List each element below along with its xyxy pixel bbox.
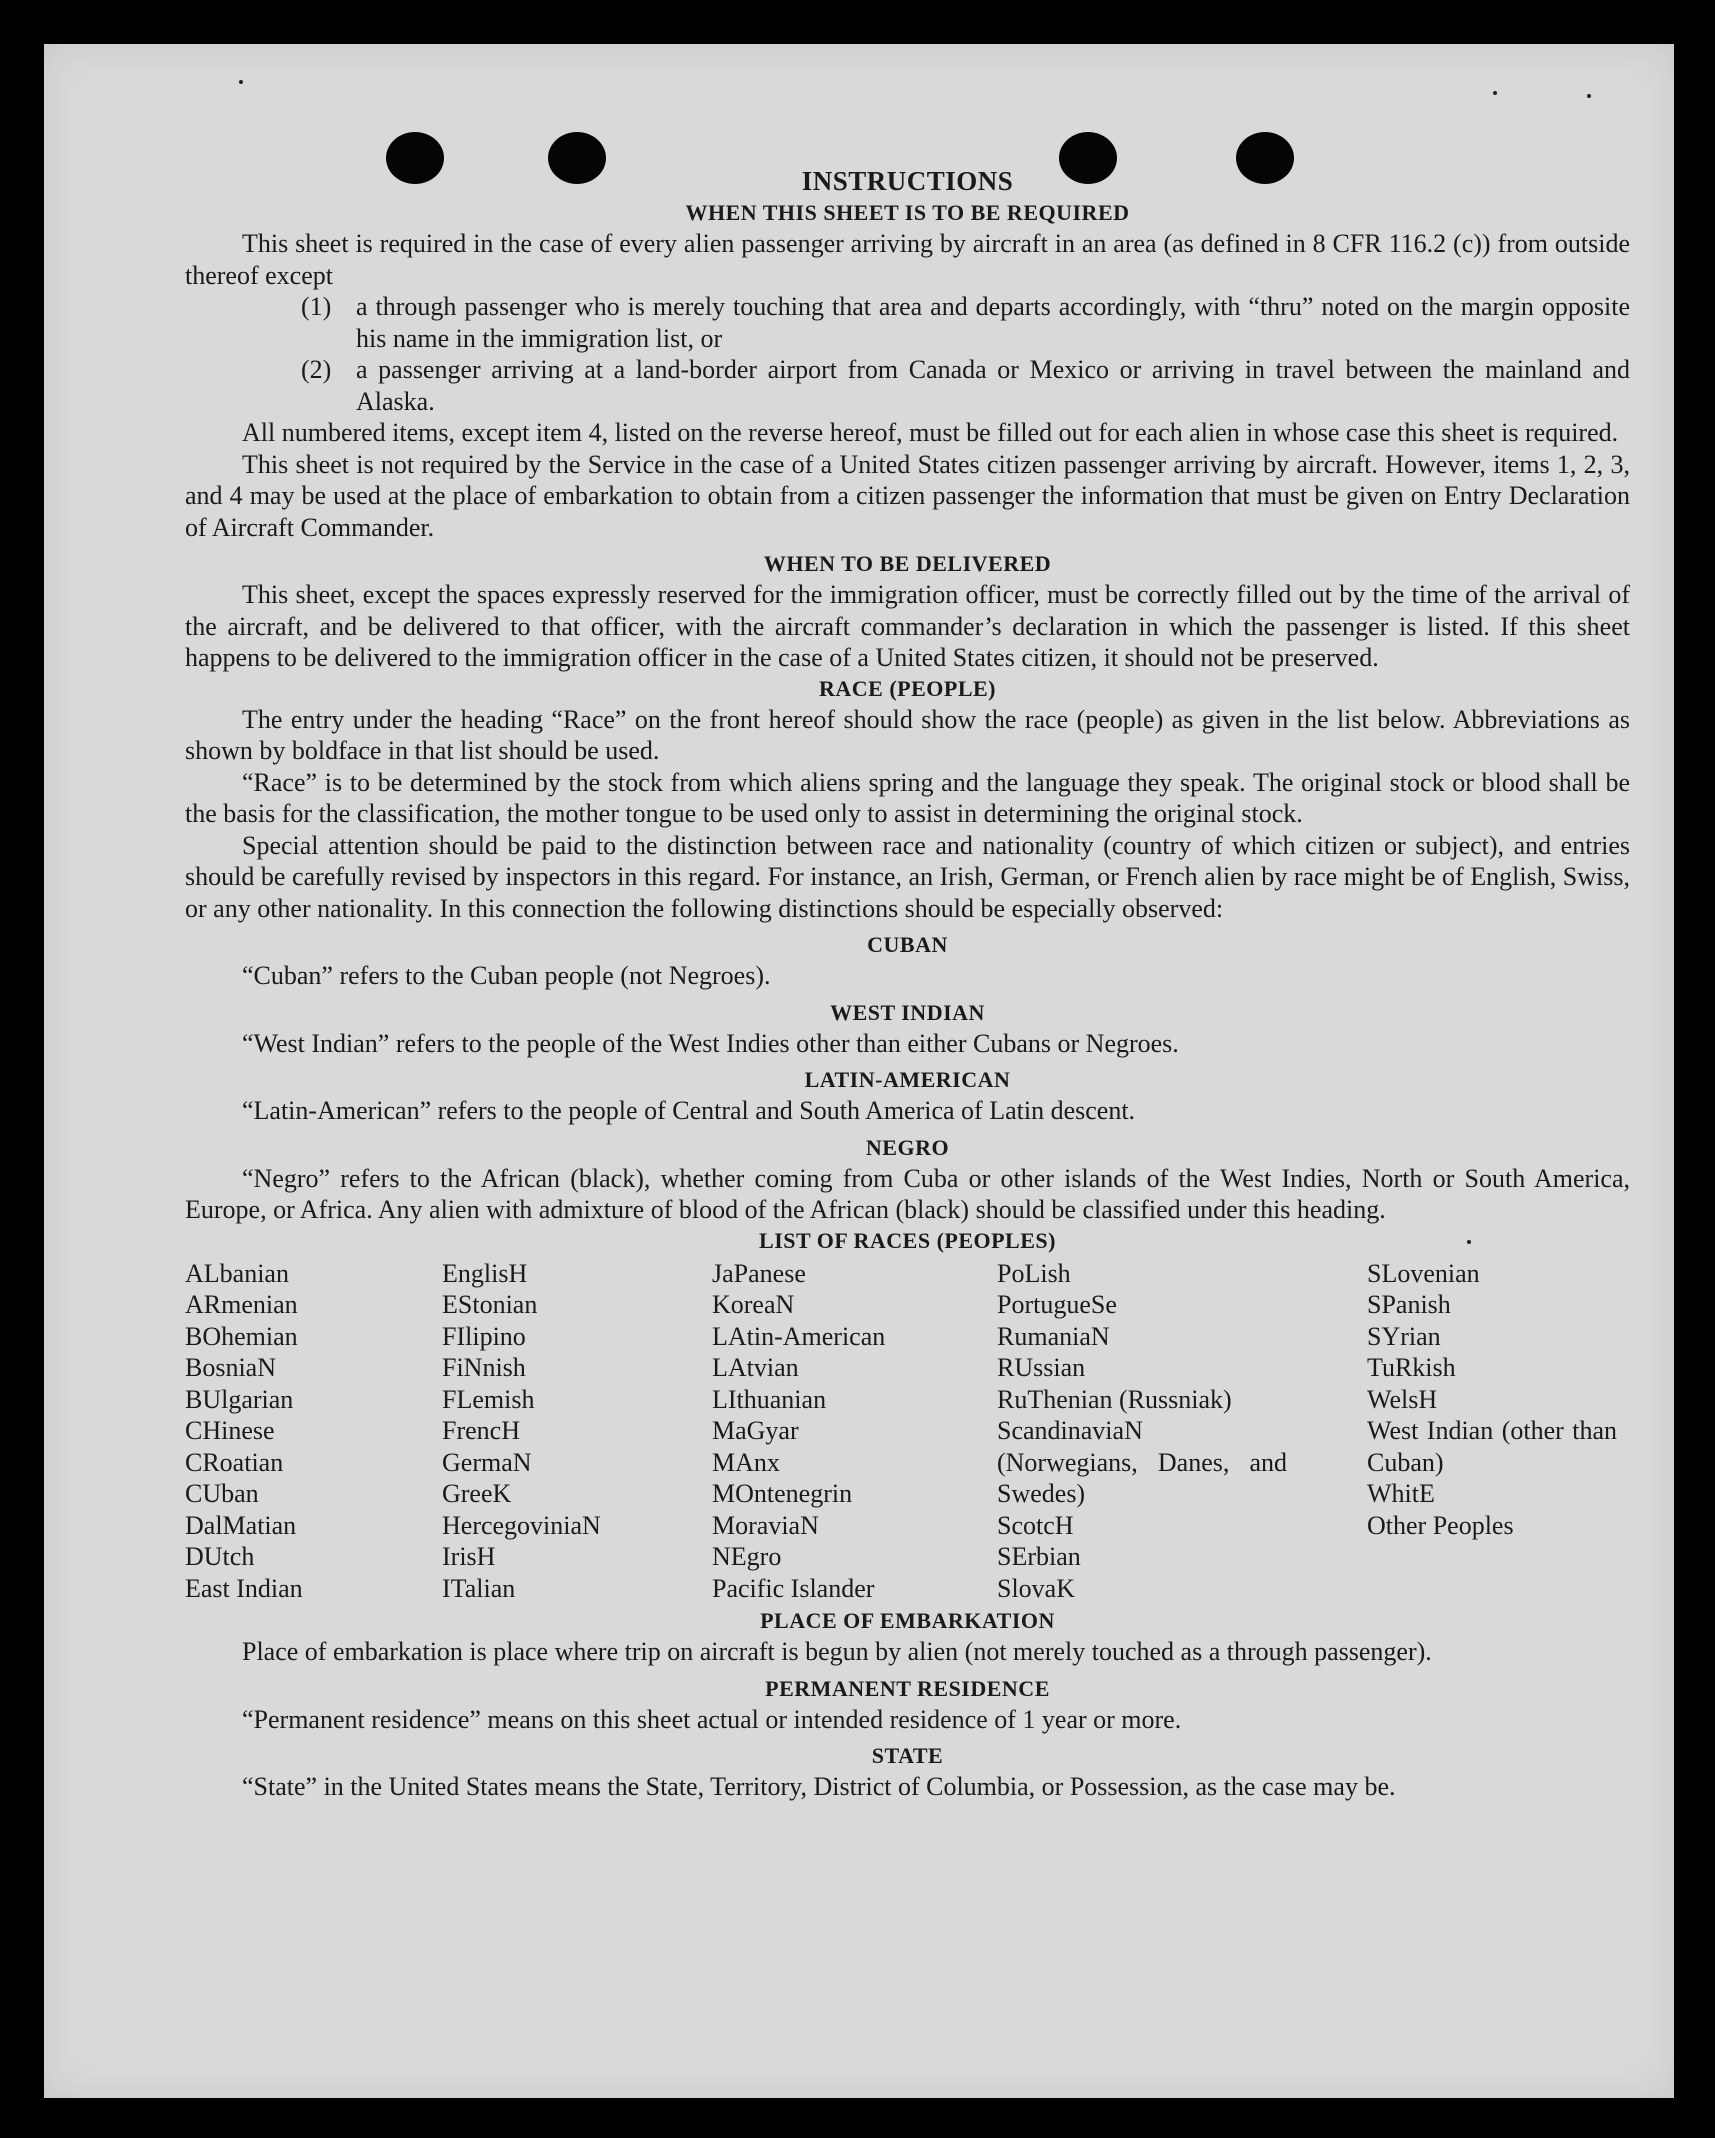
race-entry: NEgro — [712, 1542, 782, 1571]
dust-speck — [1493, 91, 1497, 95]
item-number: (2) — [301, 355, 332, 384]
race-entry: MaGyar — [712, 1416, 799, 1445]
list-item — [185, 354, 1630, 417]
item-number: (1) — [301, 292, 332, 321]
race-entry: MoraviaN — [712, 1510, 819, 1540]
race-entry: MAnx — [712, 1447, 780, 1477]
race-entry: CRoatian — [185, 1447, 284, 1477]
race-entry: HercegoviniaN — [442, 1510, 601, 1540]
paragraph: All numbered items, except item 4, listed on the reverse hereof, must be filled out for each alien in whose case this sheet is required. — [242, 418, 1619, 447]
paragraph: “Permanent residence” means on this sheet actual or intended residence of 1 year or more. — [242, 1704, 1182, 1734]
item-text: a passenger arriving at a land-border airport from Canada or Mexico or arriving in travel between the mainland and Alaska. — [356, 355, 1630, 416]
dust-speck — [239, 80, 243, 84]
heading-race: RACE (PEOPLE) — [819, 675, 996, 701]
races-list — [185, 1258, 1630, 1605]
race-entry: East Indian — [185, 1573, 303, 1603]
race-entry: SYrian — [1367, 1321, 1441, 1351]
races-column — [442, 1258, 712, 1605]
race-entry: EStonian — [442, 1290, 538, 1319]
page-title: INSTRUCTIONS — [801, 166, 1014, 196]
race-entry: Other Peoples — [1367, 1510, 1514, 1540]
races-column — [1297, 1258, 1627, 1605]
race-entry: Pacific Islander — [712, 1573, 875, 1603]
paragraph: “Negro” refers to the African (black), whether coming from Cuba or other islands of the West Indies, North or South America, Europe, or Africa. Any alien with admixture of blood of the African (black) should be classified under this heading. — [185, 1163, 1630, 1224]
heading-when-required: WHEN THIS SHEET IS TO BE REQUIRED — [685, 200, 1130, 225]
race-entry: ITalian — [442, 1573, 516, 1603]
heading-when-delivered: WHEN TO BE DELIVERED — [763, 551, 1052, 576]
race-entry: BUlgarian — [185, 1384, 294, 1414]
race-entry: DUtch — [185, 1542, 255, 1571]
race-entry: PoLish — [997, 1258, 1071, 1288]
paragraph: This sheet is not required by the Service in the case of a United States citizen passenger arriving by aircraft. However, items 1, 2, 3, and 4 may be used at the place of embarkation to obtain from a citizen passenger the information that must be given on Entry Declaration of Aircraft Commander. — [185, 449, 1630, 542]
race-entry: BosniaN — [185, 1353, 276, 1382]
document-sheet — [44, 44, 1674, 2098]
paragraph: “Latin-American” refers to the people of Central and South America of Latin descent. — [242, 1096, 1136, 1125]
race-entry: ARmenian — [185, 1290, 298, 1319]
race-entry: GermaN — [442, 1447, 532, 1477]
race-entry: ALbanian — [185, 1258, 289, 1288]
race-entry: GreeK — [442, 1479, 512, 1508]
paragraph: Place of embarkation is place where trip on aircraft is begun by alien (not merely touched as a through passenger). — [242, 1637, 1432, 1666]
race-entry: LIthuanian — [712, 1384, 827, 1414]
heading-embarkation: PLACE OF EMBARKATION — [760, 1608, 1055, 1633]
race-entry: LAtvian — [712, 1353, 799, 1382]
race-entry: ScandinaviaN (Norwegians, Danes, and Swedes) — [997, 1416, 1287, 1508]
dust-speck — [1587, 94, 1591, 98]
race-entry: CUban — [185, 1479, 259, 1508]
paragraph: “Cuban” refers to the Cuban people (not Negroes). — [242, 961, 771, 990]
race-entry: LAtin-American — [712, 1321, 886, 1351]
race-entry: FrencH — [442, 1416, 520, 1445]
race-entry: West Indian (other than Cuban) — [1367, 1416, 1617, 1477]
race-entry: CHinese — [185, 1416, 275, 1445]
heading-west-indian: WEST INDIAN — [830, 999, 985, 1025]
paragraph: “State” in the United States means the State, Territory, District of Columbia, or Possession, as the case may be. — [242, 1772, 1396, 1801]
race-entry: SlovaK — [997, 1573, 1075, 1603]
heading-list-of-races: LIST OF RACES (PEOPLES) — [759, 1227, 1056, 1253]
race-entry: DalMatian — [185, 1510, 297, 1540]
list-item — [185, 291, 1630, 354]
race-entry: KoreaN — [712, 1290, 795, 1319]
paragraph: “West Indian” refers to the people of the West Indies other than either Cubans or Negroes. — [242, 1028, 1179, 1058]
paragraph: Special attention should be paid to the distinction between race and nationality (country of which citizen or subject), and entries should be carefully revised by inspectors in this regard. For instance, an Irish, German, or French alien by race might be of English, Swiss, or any other nationality. In this connection the following distinctions should be especially observed: — [185, 830, 1630, 923]
race-entry: TuRkish — [1367, 1353, 1456, 1382]
heading-latin-american: LATIN-AMERICAN — [804, 1067, 1011, 1092]
race-entry: EnglisH — [442, 1258, 528, 1288]
race-entry: FIlipino — [442, 1321, 526, 1351]
race-entry: IrisH — [442, 1542, 496, 1571]
race-entry: BOhemian — [185, 1321, 298, 1351]
race-entry: ScotcH — [997, 1510, 1074, 1540]
race-entry: SErbian — [997, 1542, 1081, 1571]
paragraph: “Race” is to be determined by the stock from which aliens spring and the language they speak. The original stock or blood shall be the basis for the classification, the mother tongue to be used only to assist in determining the original stock. — [185, 767, 1630, 828]
race-entry: RumaniaN — [997, 1321, 1110, 1351]
heading-cuban: CUBAN — [867, 932, 948, 957]
heading-negro: NEGRO — [865, 1134, 950, 1160]
races-column — [997, 1258, 1297, 1605]
item-text: a through passenger who is merely touching that area and departs accordingly, with “thru” noted on the margin opposite his name in the immigration list, or — [356, 292, 1630, 353]
heading-permanent-residence: PERMANENT RESIDENCE — [765, 1675, 1050, 1701]
race-entry: FLemish — [442, 1384, 535, 1414]
race-entry: WelsH — [1367, 1384, 1438, 1414]
paragraph: This sheet, except the spaces expressly reserved for the immigration officer, must be correctly filled out by the time of the arrival of the aircraft, and be delivered to that officer, with the aircraft commander’s declaration in which the passenger is listed. If this sheet happens to be delivered to the immigration officer in the case of a United States citizen, it should not be preserved. — [185, 580, 1630, 672]
race-entry: MOntenegrin — [712, 1479, 853, 1508]
race-entry: SPanish — [1367, 1290, 1451, 1319]
heading-state: STATE — [871, 1743, 944, 1768]
races-column — [712, 1258, 997, 1605]
races-column — [185, 1258, 442, 1605]
race-entry: WhitE — [1367, 1479, 1435, 1508]
paragraph: The entry under the heading “Race” on the front hereof should show the race (people) as given in the list below. Abbreviations as shown by boldface in that list should be used. — [185, 704, 1630, 765]
race-entry: RuThenian (Russniak) — [997, 1384, 1232, 1414]
race-entry: SLovenian — [1367, 1258, 1480, 1288]
race-entry: FiNnish — [442, 1353, 526, 1382]
paragraph: This sheet is required in the case of every alien passenger arriving by aircraft in an area (as defined in 8 CFR 116.2 (c)) from outside thereof except — [185, 229, 1630, 290]
instructions-body — [185, 164, 1630, 1803]
race-entry: RUssian — [997, 1353, 1086, 1382]
race-entry: PortugueSe — [997, 1290, 1117, 1319]
race-entry: JaPanese — [712, 1258, 806, 1288]
